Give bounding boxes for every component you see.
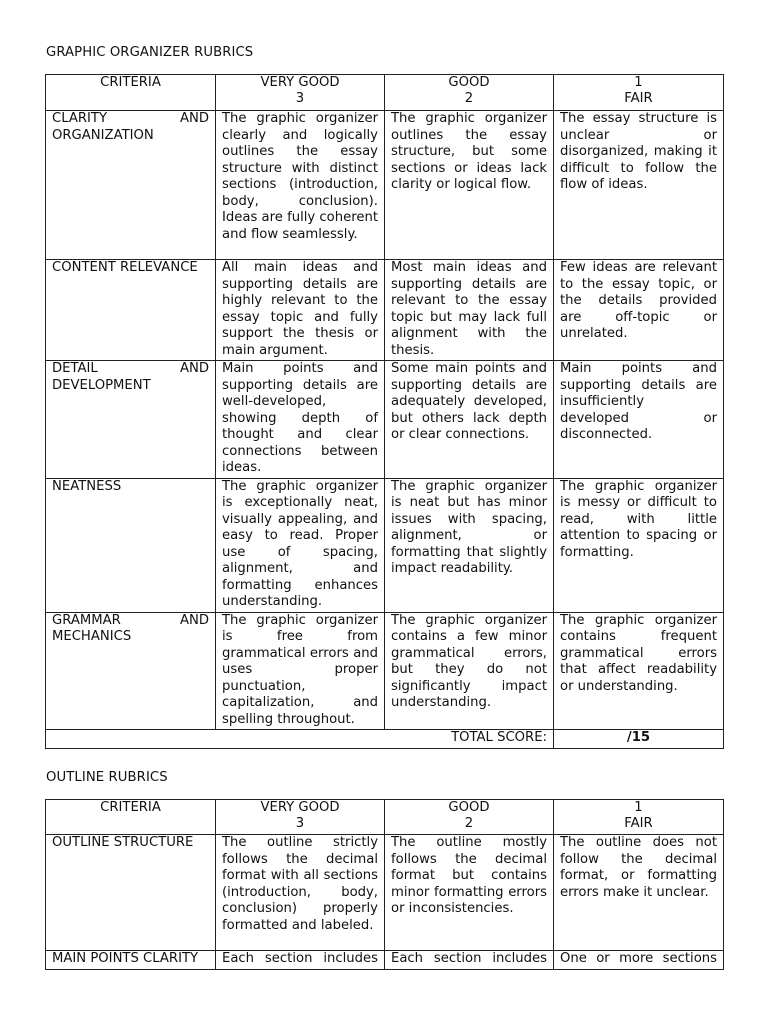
total-score-label: TOTAL SCORE: (46, 730, 554, 749)
fair-cell: Main points and supporting details are insufficiently developed or disconnected. (554, 361, 724, 479)
good-cell: The graphic organizer contains a few minor grammatical errors, but they do not significantly impact understanding. (385, 612, 554, 730)
very-good-cell: The graphic organizer is free from grammatical errors and uses proper punctuation, capitalization, and spelling throughout. (216, 612, 385, 730)
header-fair-score: 1 (634, 800, 643, 815)
very-good-cell: The graphic organizer clearly and logically outlines the essay structure with distinct sections (introduction, body, conclusion). Ideas are fully coherent and flow seamlessly. (216, 111, 385, 260)
very-good-cell: The graphic organizer is exceptionally neat, visually appealing, and easy to read. Proper use of spacing, alignment, and formatting enhances understanding. (216, 478, 385, 612)
header-fair-label: FAIR (624, 816, 653, 832)
fair-cell: The essay structure is unclear or disorganized, making it difficult to follow the flow of ideas. (554, 111, 724, 260)
good-cell: Some main points and supporting details are adequately developed, but others lack depth or clear connections. (385, 361, 554, 479)
good-cell: Each section includes (385, 951, 554, 970)
table-row (46, 478, 724, 612)
criteria-cell (46, 951, 216, 970)
fair-cell: The outline does not follow the decimal format, or formatting errors make it unclear. (554, 835, 724, 951)
criteria-label-line1: NEATNESS (52, 478, 122, 494)
header-very-good-label: VERY GOOD (260, 800, 340, 815)
header-good-label: GOOD (448, 75, 490, 90)
table-row (46, 111, 724, 260)
criteria-cell (46, 835, 216, 951)
header-good-score: 2 (464, 91, 474, 107)
criteria-label-line1: CLARITY AND (52, 111, 209, 126)
header-fair (554, 800, 724, 835)
header-criteria-label: CRITERIA (100, 75, 161, 90)
header-very-good-score: 3 (295, 91, 305, 107)
criteria-cell (46, 612, 216, 730)
criteria-label-line1: GRAMMAR AND (52, 612, 209, 628)
good-cell: Most main ideas and supporting details are relevant to the essay topic but may lack full alignment with the thesis. (385, 260, 554, 361)
table-row (46, 612, 724, 730)
very-good-cell: The outline strictly follows the decimal format with all sections (introduction, body, conclusion) properly formatted and labeled. (216, 835, 385, 951)
very-good-cell: Main points and supporting details are well-developed, showing depth of thought and clear connections between ideas. (216, 361, 385, 479)
total-score-row (46, 730, 724, 749)
header-very-good-score: 3 (295, 816, 305, 832)
graphic-organizer-rubric-table (45, 74, 724, 749)
section-title-outline: OUTLINE RUBRICS (46, 770, 168, 785)
header-fair (554, 75, 724, 111)
criteria-label-line1: OUTLINE STRUCTURE (52, 835, 194, 850)
criteria-cell (46, 111, 216, 260)
header-very-good (216, 75, 385, 111)
table-header-row (46, 75, 724, 111)
criteria-label-line2: MECHANICS (52, 629, 132, 644)
total-score-value: /15 (554, 730, 724, 749)
criteria-label-line1: DETAIL AND (52, 361, 209, 376)
table-row (46, 260, 724, 361)
table-row (46, 951, 724, 970)
criteria-label-line2: ORGANIZATION (52, 127, 154, 143)
header-good-label: GOOD (448, 800, 490, 815)
outline-rubric-table (45, 799, 724, 970)
header-very-good (216, 800, 385, 835)
fair-cell: The graphic organizer is messy or difficult to read, with little attention to spacing or formatting. (554, 478, 724, 612)
criteria-label-line1: MAIN POINTS CLARITY (52, 951, 199, 966)
header-criteria-label: CRITERIA (100, 800, 161, 815)
very-good-cell: Each section includes (216, 951, 385, 970)
fair-cell: One or more sections (554, 951, 724, 970)
criteria-label-line1: CONTENT RELEVANCE (52, 260, 198, 275)
good-cell: The graphic organizer outlines the essay structure, but some sections or ideas lack clarity or logical flow. (385, 111, 554, 260)
table-header-row (46, 800, 724, 835)
criteria-cell (46, 361, 216, 479)
header-fair-score: 1 (634, 75, 643, 90)
header-very-good-label: VERY GOOD (260, 75, 340, 90)
criteria-cell (46, 478, 216, 612)
very-good-cell: All main ideas and supporting details are highly relevant to the essay topic and fully support the thesis or main argument. (216, 260, 385, 361)
fair-cell: The graphic organizer contains frequent grammatical errors that affect readability or understanding. (554, 612, 724, 730)
header-good (385, 800, 554, 835)
header-criteria (46, 75, 216, 111)
header-good (385, 75, 554, 111)
header-criteria (46, 800, 216, 835)
table-row (46, 361, 724, 479)
good-cell: The graphic organizer is neat but has minor issues with spacing, alignment, or formatting that slightly impact readability. (385, 478, 554, 612)
header-good-score: 2 (464, 816, 474, 832)
criteria-label-line2: DEVELOPMENT (52, 377, 151, 393)
header-fair-label: FAIR (624, 91, 653, 107)
section-title-graphic-organizer: GRAPHIC ORGANIZER RUBRICS (46, 45, 254, 60)
good-cell: The outline mostly follows the decimal format but contains minor formatting errors or inconsistencies. (385, 835, 554, 951)
table-row (46, 835, 724, 951)
criteria-cell (46, 260, 216, 361)
fair-cell: Few ideas are relevant to the essay topic, or the details provided are off-topic or unrelated. (554, 260, 724, 361)
